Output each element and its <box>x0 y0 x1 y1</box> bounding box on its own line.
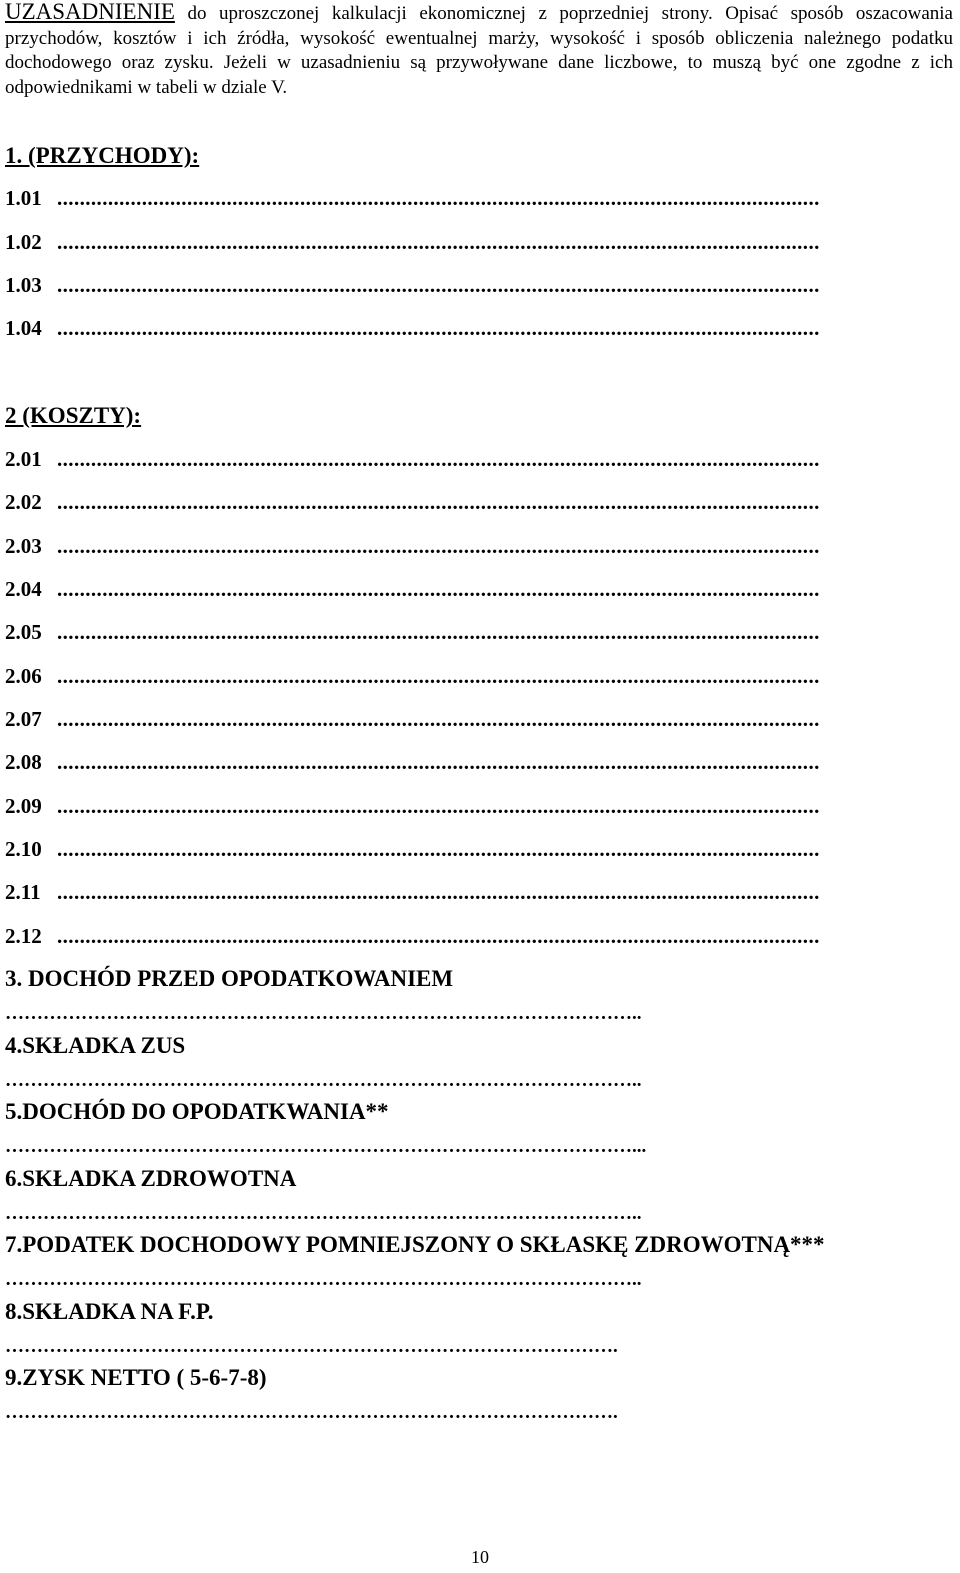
summary-label-health-contribution: 6.SKŁADKA ZDROWOTNA <box>5 1166 297 1191</box>
revenue-entry <box>5 316 951 341</box>
entry-number: 1.02 <box>5 230 42 254</box>
revenue-entry <box>5 186 951 211</box>
summary-fill-line: ……………………………………………………………………………………….. <box>5 1070 642 1091</box>
summary-label-income-tax: 7.PODATEK DOCHODOWY POMNIEJSZONY O SKŁASKĘ ZDROWOTNĄ*** <box>5 1232 825 1257</box>
cost-entry <box>5 794 951 819</box>
summary-fill-line: ……………………………………………………………………………………. <box>5 1336 618 1357</box>
revenue-entry <box>5 230 951 255</box>
entry-fill-line: ....................................................................................................................................... <box>57 577 820 601</box>
entry-fill-line: ....................................................................................................................................... <box>57 880 820 904</box>
entry-fill-line: ....................................................................................................................................... <box>57 750 820 774</box>
entry-number: 2.10 <box>5 837 42 861</box>
intro-heading: UZASADNIENIE <box>5 0 175 24</box>
entry-number: 1.01 <box>5 186 42 210</box>
entry-fill-line: ....................................................................................................................................... <box>57 534 820 558</box>
entry-number: 2.07 <box>5 707 42 731</box>
cost-entry <box>5 707 951 732</box>
entry-fill-line: ....................................................................................................................................... <box>57 620 820 644</box>
section-title-revenue: 1. (PRZYCHODY): <box>5 143 200 168</box>
entry-number: 2.11 <box>5 880 41 904</box>
entry-fill-line: ....................................................................................................................................... <box>57 273 820 297</box>
entry-number: 2.04 <box>5 577 42 601</box>
entry-number: 2.12 <box>5 924 42 948</box>
intro-text: do uproszczonej kalkulacji ekonomicznej z poprzedniej strony. Opisać sposób oszacowania przychodów, kosztów i ich źródła, wysokość ewentualnej marży, wysokość i sposób obliczenia należnego podatku dochodowego oraz zysku. Jeżeli w uzasadnieniu są przywoływane dane liczbowe, to muszą być one zgodne z ich odpowiednikami w tabeli w dziale V. <box>5 3 953 98</box>
entry-number: 2.01 <box>5 447 42 471</box>
entry-number: 1.04 <box>5 316 42 340</box>
entry-fill-line: ....................................................................................................................................... <box>57 924 820 948</box>
summary-label-income-before-tax: 3. DOCHÓD PRZED OPODATKOWANIEM <box>5 966 454 991</box>
entry-number: 1.03 <box>5 273 42 297</box>
entry-number: 2.02 <box>5 490 42 514</box>
cost-entry <box>5 620 951 645</box>
summary-fill-line: ……………………………………………………………………………………….. <box>5 1269 642 1290</box>
entry-fill-line: ....................................................................................................................................... <box>57 794 820 818</box>
entry-fill-line: ....................................................................................................................................... <box>57 186 820 210</box>
entry-fill-line: ....................................................................................................................................... <box>57 707 820 731</box>
cost-entry <box>5 490 951 515</box>
cost-entry <box>5 534 951 559</box>
entry-number: 2.05 <box>5 620 42 644</box>
cost-entry <box>5 837 951 862</box>
summary-fill-line: ……………………………………………………………………………………. <box>5 1402 618 1423</box>
entry-fill-line: ....................................................................................................................................... <box>57 316 820 340</box>
entry-number: 2.03 <box>5 534 42 558</box>
cost-entry <box>5 664 951 689</box>
entry-fill-line: ....................................................................................................................................... <box>57 664 820 688</box>
summary-fill-line: ………………………………………………………………………………………... <box>5 1136 647 1157</box>
summary-label-fp-contribution: 8.SKŁADKA NA F.P. <box>5 1299 214 1324</box>
entry-fill-line: ....................................................................................................................................... <box>57 230 820 254</box>
intro-paragraph <box>5 0 953 100</box>
summary-fill-line: ……………………………………………………………………………………….. <box>5 1003 642 1024</box>
entry-fill-line: ....................................................................................................................................... <box>57 490 820 514</box>
cost-entry <box>5 577 951 602</box>
page-number: 10 <box>471 1547 489 1567</box>
summary-label-taxable-income: 5.DOCHÓD DO OPODATKWANIA** <box>5 1099 389 1124</box>
summary-fill-line: ……………………………………………………………………………………….. <box>5 1203 642 1224</box>
entry-number: 2.06 <box>5 664 42 688</box>
entry-number: 2.09 <box>5 794 42 818</box>
entry-number: 2.08 <box>5 750 42 774</box>
cost-entry <box>5 924 951 949</box>
entry-fill-line: ....................................................................................................................................... <box>57 447 820 471</box>
entry-fill-line: ....................................................................................................................................... <box>57 837 820 861</box>
cost-entry <box>5 880 951 905</box>
revenue-entry <box>5 273 951 298</box>
summary-label-zus: 4.SKŁADKA ZUS <box>5 1033 186 1058</box>
cost-entry <box>5 447 951 472</box>
section-title-costs: 2 (KOSZTY): <box>5 403 142 428</box>
summary-label-net-profit: 9.ZYSK NETTO ( 5-6-7-8) <box>5 1365 267 1390</box>
cost-entry <box>5 750 951 775</box>
